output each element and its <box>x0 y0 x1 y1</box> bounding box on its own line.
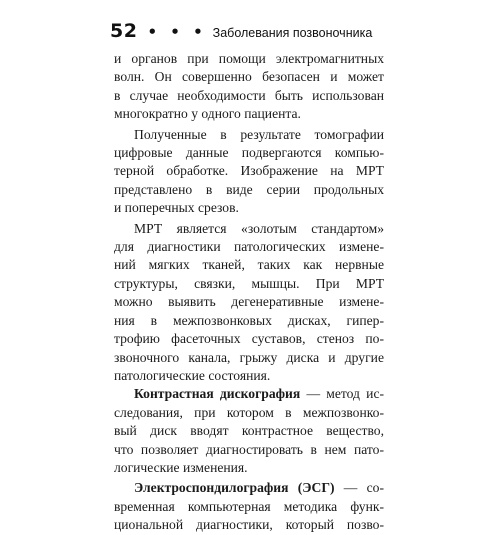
page-number: 52 <box>110 20 138 42</box>
text-line: и поперечных срезов. <box>114 200 239 216</box>
paragraph <box>114 479 384 534</box>
text-line: ний мягких тканей, таких как нервные <box>114 257 384 273</box>
bold-term: Электроспондилография (ЭСГ) <box>134 480 335 496</box>
text-line: представлено в виде серии продольных <box>114 181 384 197</box>
text-line: ния в межпозвонковых дисках, гипер- <box>114 312 384 328</box>
text-line: Полученные в результате томографии <box>134 126 384 142</box>
text-line: патологические состояния. <box>114 367 271 383</box>
text-line: логические изменения. <box>114 459 248 475</box>
text-line: в случае необходимости быть использован <box>114 87 384 103</box>
text-line: цифровые данные подвергаются компью- <box>114 145 384 161</box>
text-line: волн. Он совершенно безопасен и может <box>114 69 384 85</box>
text-line: для диагностики патологических измене- <box>114 239 384 255</box>
text-line: следования, при котором в межпозвонко- <box>114 404 384 420</box>
text-run: — со- <box>334 480 384 496</box>
text-line: можно выявить дегенеративные измене- <box>114 294 384 310</box>
running-title: Заболевания позвоночника <box>212 26 373 40</box>
text-line: многократно у одного пациента. <box>114 106 301 122</box>
text-line: звоночного канала, грыжу диска и другие <box>114 349 384 365</box>
text-line: вый диск вводят контрастное вещество, <box>114 423 384 439</box>
text-line: циональной диагностики, который позво- <box>114 517 384 533</box>
text-line: трофию фасеточных суставов, стеноз по- <box>114 331 384 347</box>
paragraph <box>114 220 384 386</box>
text-line <box>114 479 384 497</box>
paragraph <box>114 50 384 124</box>
text-line <box>114 385 384 403</box>
paragraph <box>114 385 384 477</box>
text-line: МРТ является «золотым стандартом» <box>134 220 384 236</box>
text-line: терной обработке. Изображение на МРТ <box>114 163 384 179</box>
running-header <box>110 20 372 44</box>
text-line: что позволяет диагностировать в нем пато- <box>114 441 384 457</box>
text-run: — метод ис- <box>300 386 385 402</box>
text-line: временная компьютерная методика функ- <box>114 498 384 514</box>
paragraph <box>114 126 384 218</box>
text-line: структуры, связки, мышцы. При МРТ <box>114 275 384 291</box>
body-text <box>114 50 384 535</box>
bold-term: Контрастная дискография <box>134 386 301 402</box>
header-dots: • • • <box>147 23 207 41</box>
text-line: и органов при помощи электромагнитных <box>114 51 384 66</box>
